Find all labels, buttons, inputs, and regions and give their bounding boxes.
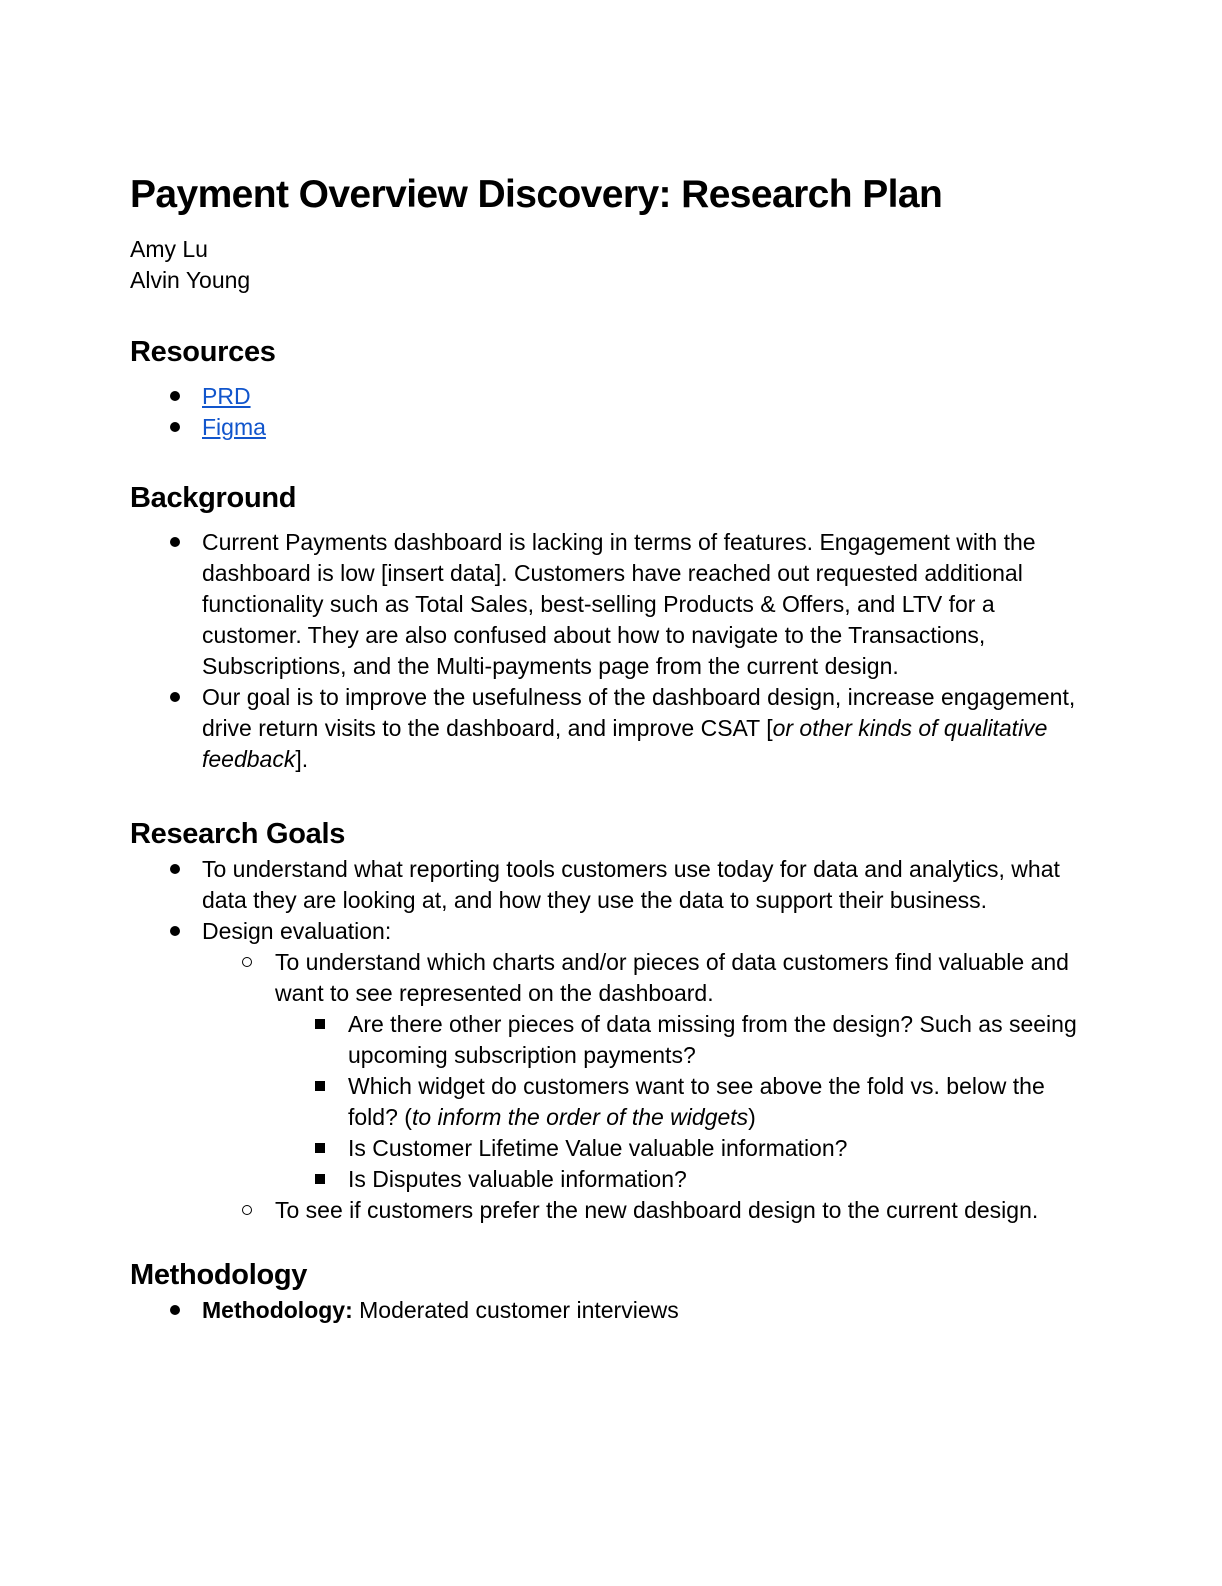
author-name: Alvin Young bbox=[130, 267, 251, 293]
background-heading: Background bbox=[130, 482, 297, 514]
square-bullet-icon bbox=[305, 1009, 335, 1040]
closing-bracket: ]. bbox=[295, 746, 309, 772]
list-item bbox=[130, 916, 1090, 1226]
methodology-list bbox=[130, 1295, 1090, 1326]
bullet-icon bbox=[160, 682, 190, 713]
prd-link[interactable]: PRD bbox=[202, 383, 251, 409]
resources-list bbox=[130, 381, 1090, 443]
design-evaluation-sublist bbox=[202, 947, 1090, 1226]
bullet-icon bbox=[160, 527, 190, 558]
square-bullet-icon bbox=[305, 1164, 335, 1195]
author-name: Amy Lu bbox=[130, 236, 208, 262]
list-item bbox=[130, 682, 1090, 775]
question-text: Which widget do customers want to see above the fold vs. below the fold? ( bbox=[348, 1073, 1045, 1130]
methodology-heading: Methodology bbox=[130, 1259, 308, 1291]
question-item bbox=[275, 1071, 1090, 1133]
question-item bbox=[275, 1164, 1090, 1195]
closing-paren: ) bbox=[748, 1104, 756, 1130]
question-text: Are there other pieces of data missing from the design? Such as seeing upcoming subscription payments? bbox=[348, 1011, 1077, 1068]
goal-text: Design evaluation: bbox=[202, 918, 392, 944]
sub-goal-text: To see if customers prefer the new dashboard design to the current design. bbox=[275, 1197, 1039, 1223]
list-item bbox=[130, 854, 1090, 916]
list-item bbox=[130, 527, 1090, 682]
italic-note: or other kinds of qualitative feedback bbox=[202, 715, 1048, 772]
background-item-text: Our goal is to improve the usefulness of the dashboard design, increase engagement, drive return visits to the dashboard, and improve CSAT [ bbox=[202, 684, 1076, 741]
document-title: Payment Overview Discovery: Research Plan bbox=[130, 173, 943, 216]
sub-list-item bbox=[202, 1195, 1090, 1226]
research-goals-list bbox=[130, 854, 1090, 1226]
square-bullet-icon bbox=[305, 1071, 335, 1102]
figma-link[interactable]: Figma bbox=[202, 414, 266, 440]
bullet-icon bbox=[160, 1295, 190, 1326]
bullet-icon bbox=[160, 412, 190, 443]
question-item bbox=[275, 1133, 1090, 1164]
sub-goal-text: To understand which charts and/or pieces of data customers find valuable and want to see represented on the dashboard. bbox=[275, 949, 1069, 1006]
bullet-icon bbox=[160, 854, 190, 885]
methodology-value: Moderated customer interviews bbox=[352, 1297, 679, 1323]
goal-text: To understand what reporting tools customers use today for data and analytics, what data they are looking at, and how they use the data to support their business. bbox=[202, 856, 1060, 913]
question-text: Is Customer Lifetime Value valuable information? bbox=[348, 1135, 848, 1161]
bullet-icon bbox=[160, 381, 190, 412]
document-body bbox=[130, 170, 1090, 1326]
research-goals-heading: Research Goals bbox=[130, 818, 346, 850]
authors bbox=[130, 234, 1090, 296]
question-item bbox=[275, 1009, 1090, 1071]
sub-list-item bbox=[202, 947, 1090, 1195]
bullet-icon bbox=[160, 916, 190, 947]
list-item bbox=[130, 412, 1090, 443]
italic-note: to inform the order of the widgets bbox=[411, 1104, 749, 1130]
methodology-label: Methodology: bbox=[202, 1297, 353, 1323]
questions-sublist bbox=[275, 1009, 1090, 1195]
list-item bbox=[130, 381, 1090, 412]
background-item-text: Current Payments dashboard is lacking in terms of features. Engagement with the dashboard is low [insert data]. Customers have reached out requested additional functionality such as Total Sales, best-selling Products & Offers, and LTV for a customer. They are also confused about how to navigate to the Transactions, Subscriptions, and the Multi-payments page from the current design. bbox=[202, 529, 1036, 679]
resources-heading: Resources bbox=[130, 336, 276, 368]
hollow-bullet-icon bbox=[232, 1195, 262, 1226]
list-item bbox=[130, 1295, 1090, 1326]
question-text: Is Disputes valuable information? bbox=[348, 1166, 687, 1192]
background-list bbox=[130, 527, 1090, 775]
square-bullet-icon bbox=[305, 1133, 335, 1164]
hollow-bullet-icon bbox=[232, 947, 262, 978]
